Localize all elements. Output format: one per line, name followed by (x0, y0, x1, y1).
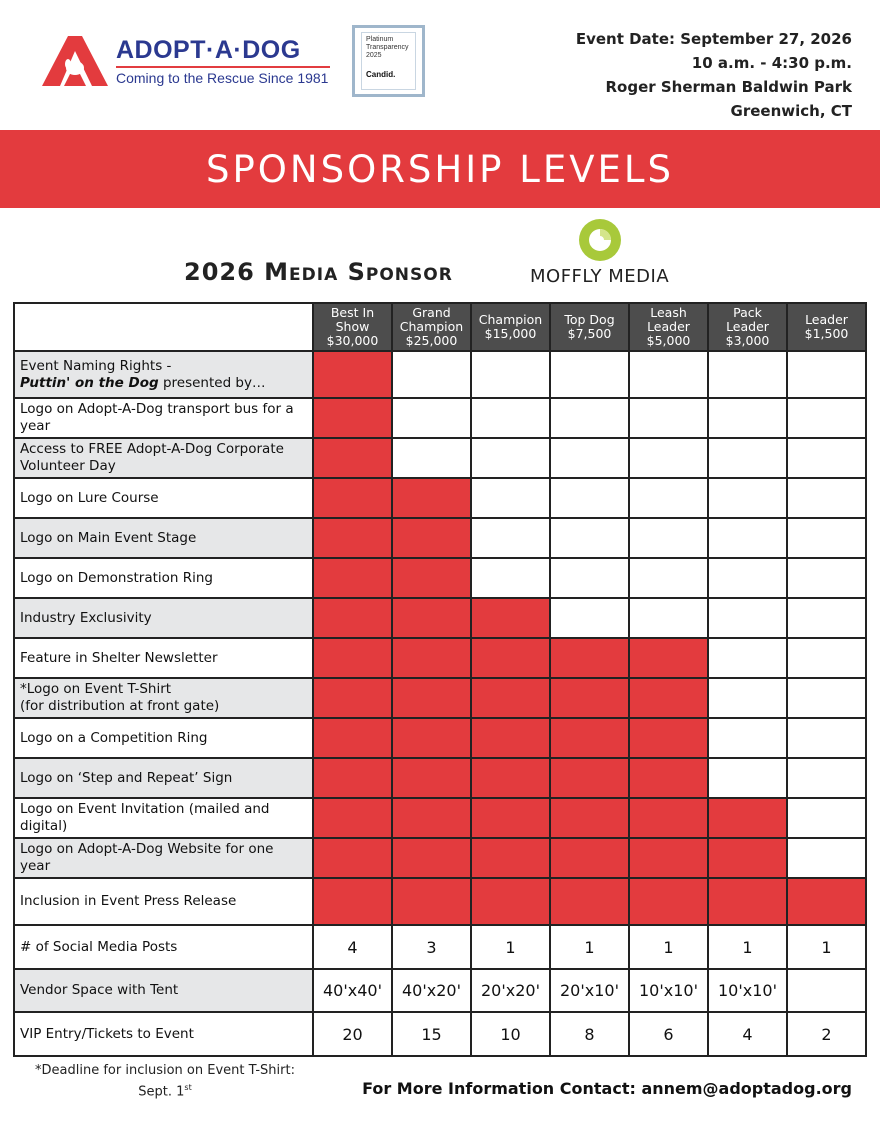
included-cell (313, 518, 392, 558)
benefit-label (14, 758, 313, 798)
included-cell (313, 798, 392, 838)
included-cell (550, 838, 629, 878)
benefit-text-line2: (for distribution at front gate) (20, 698, 220, 714)
value-cell: 3 (392, 925, 471, 969)
included-cell (392, 518, 471, 558)
event-info (576, 27, 852, 123)
benefit-row (14, 598, 866, 638)
included-cell (471, 798, 550, 838)
included-cell (629, 758, 708, 798)
value-cell: 4 (708, 1012, 787, 1056)
not-included-cell (787, 678, 866, 718)
level-name: Leader (805, 312, 848, 327)
included-cell (629, 878, 708, 925)
value-label: Vendor Space with Tent (14, 969, 313, 1012)
value-cell: 6 (629, 1012, 708, 1056)
level-name: Top Dog (564, 312, 615, 327)
included-cell (550, 638, 629, 678)
benefit-label (14, 518, 313, 558)
benefit-text: Industry Exclusivity (20, 609, 152, 626)
footnote-text: *Deadline for inclusion on Event T-Shirt: Sept. 1 (35, 1063, 295, 1100)
tshirt-deadline-footnote (20, 1062, 310, 1100)
benefit-text: Logo on Lure Course (20, 489, 159, 506)
benefit-label (14, 558, 313, 598)
included-cell (392, 758, 471, 798)
value-cell: 4 (313, 925, 392, 969)
logo-title: ADOPT·A·DOG (116, 36, 301, 64)
benefit-row (14, 638, 866, 678)
included-cell (313, 838, 392, 878)
benefit-row (14, 718, 866, 758)
page-header (0, 0, 880, 130)
levels-header-row (14, 303, 866, 351)
included-cell (392, 878, 471, 925)
value-label: VIP Entry/Tickets to Event (14, 1012, 313, 1056)
included-cell (313, 598, 392, 638)
not-included-cell (708, 478, 787, 518)
level-header (392, 303, 471, 351)
not-included-cell (629, 558, 708, 598)
benefit-text: Inclusion in Event Press Release (20, 893, 237, 909)
included-cell (392, 718, 471, 758)
benefit-row (14, 878, 866, 925)
included-cell (392, 478, 471, 518)
not-included-cell (787, 718, 866, 758)
included-cell (550, 758, 629, 798)
value-cell: 10'x10' (708, 969, 787, 1012)
value-label: # of Social Media Posts (14, 925, 313, 969)
not-included-cell (550, 438, 629, 478)
not-included-cell (471, 398, 550, 438)
benefit-text: Logo on ‘Step and Repeat’ Sign (20, 769, 233, 786)
value-cell (787, 969, 866, 1012)
benefit-row (14, 351, 866, 398)
value-cell: 1 (471, 925, 550, 969)
included-cell (313, 638, 392, 678)
adopt-a-dog-logo (38, 34, 338, 90)
included-cell (550, 798, 629, 838)
benefit-label (14, 798, 313, 838)
not-included-cell (708, 638, 787, 678)
included-cell (550, 878, 629, 925)
included-cell (708, 838, 787, 878)
included-cell (313, 351, 392, 398)
value-cell: 20'x20' (471, 969, 550, 1012)
included-cell (708, 798, 787, 838)
level-header (708, 303, 787, 351)
benefit-text: Logo on Adopt-A-Dog transport bus for a year (20, 401, 294, 434)
level-price: $15,000 (484, 326, 537, 341)
badge-name: Candid. (366, 70, 396, 79)
level-price: $25,000 (405, 333, 458, 348)
benefit-label (14, 598, 313, 638)
level-price: $3,000 (725, 333, 770, 348)
included-cell (629, 638, 708, 678)
not-included-cell (787, 638, 866, 678)
benefit-row (14, 678, 866, 718)
event-time: 10 a.m. - 4:30 p.m. (691, 54, 852, 72)
not-included-cell (550, 398, 629, 438)
not-included-cell (787, 798, 866, 838)
value-cell: 20'x10' (550, 969, 629, 1012)
included-cell (313, 558, 392, 598)
not-included-cell (471, 518, 550, 558)
level-header (787, 303, 866, 351)
not-included-cell (708, 558, 787, 598)
benefit-row (14, 558, 866, 598)
not-included-cell (629, 478, 708, 518)
benefit-text-line2 (20, 375, 307, 392)
benefit-text: Logo on Main Event Stage (20, 529, 197, 546)
contact-info: For More Information Contact: annem@adoptadog.org (362, 1079, 852, 1098)
value-cell: 1 (787, 925, 866, 969)
level-header (313, 303, 392, 351)
not-included-cell (708, 351, 787, 398)
level-header (471, 303, 550, 351)
benefit-text: Logo on Event Invitation (mailed and digital) (20, 801, 270, 834)
not-included-cell (787, 838, 866, 878)
level-name: Pack Leader (726, 305, 769, 334)
media-sponsor-name: MOFFLY MEDIA (530, 266, 670, 287)
value-cell: 20 (313, 1012, 392, 1056)
sponsorship-table (13, 302, 867, 1057)
dog-a-logo-icon (38, 34, 110, 88)
not-included-cell (392, 398, 471, 438)
not-included-cell (629, 398, 708, 438)
not-included-cell (708, 398, 787, 438)
level-price: $5,000 (646, 333, 691, 348)
level-header (629, 303, 708, 351)
benefit-label (14, 438, 313, 478)
moffly-media-logo (530, 218, 675, 290)
level-price: $30,000 (326, 333, 379, 348)
footnote-suffix: st (184, 1083, 192, 1092)
not-included-cell (708, 518, 787, 558)
benefit-text: Access to FREE Adopt-A-Dog Corporate Volunteer Day (20, 441, 284, 474)
not-included-cell (708, 678, 787, 718)
value-row (14, 925, 866, 969)
value-cell: 2 (787, 1012, 866, 1056)
values-body (14, 925, 866, 1056)
not-included-cell (392, 438, 471, 478)
value-row (14, 969, 866, 1012)
included-cell (787, 878, 866, 925)
level-header (550, 303, 629, 351)
not-included-cell (550, 558, 629, 598)
level-name: Leash Leader (647, 305, 690, 334)
candid-transparency-badge (352, 25, 425, 97)
included-cell (471, 718, 550, 758)
benefit-row (14, 398, 866, 438)
benefit-label (14, 478, 313, 518)
included-cell (471, 598, 550, 638)
not-included-cell (708, 438, 787, 478)
benefit-row (14, 758, 866, 798)
included-cell (392, 638, 471, 678)
benefit-text: Logo on Adopt-A-Dog Website for one year (20, 841, 274, 874)
included-cell (629, 718, 708, 758)
benefit-label (14, 351, 313, 398)
value-cell: 15 (392, 1012, 471, 1056)
not-included-cell (629, 518, 708, 558)
badge-line-1: Platinum (366, 36, 394, 43)
included-cell (708, 878, 787, 925)
value-cell: 8 (550, 1012, 629, 1056)
moffly-swirl-icon (578, 218, 622, 262)
not-included-cell (471, 478, 550, 518)
benefits-body (14, 351, 866, 925)
not-included-cell (471, 558, 550, 598)
included-cell (471, 838, 550, 878)
not-included-cell (471, 351, 550, 398)
event-name-emphasis: Puttin' on the Dog (20, 374, 159, 391)
value-cell: 1 (629, 925, 708, 969)
benefit-row (14, 518, 866, 558)
not-included-cell (550, 478, 629, 518)
benefit-row (14, 838, 866, 878)
included-cell (313, 478, 392, 518)
included-cell (471, 878, 550, 925)
not-included-cell (787, 518, 866, 558)
not-included-cell (787, 438, 866, 478)
benefit-label (14, 638, 313, 678)
included-cell (471, 678, 550, 718)
benefit-text: Logo on Demonstration Ring (20, 569, 213, 586)
not-included-cell (787, 478, 866, 518)
not-included-cell (550, 351, 629, 398)
not-included-cell (708, 598, 787, 638)
included-cell (392, 798, 471, 838)
level-price: $1,500 (804, 326, 849, 341)
included-cell (629, 678, 708, 718)
value-cell: 1 (708, 925, 787, 969)
title-banner (0, 130, 880, 208)
media-sponsor-label: 2026 Media Sponsor (184, 258, 453, 286)
benefit-text: Logo on a Competition Ring (20, 729, 208, 746)
value-cell: 1 (550, 925, 629, 969)
value-cell: 10'x10' (629, 969, 708, 1012)
event-city: Greenwich, CT (730, 102, 852, 120)
not-included-cell (550, 518, 629, 558)
not-included-cell (629, 351, 708, 398)
not-included-cell (787, 558, 866, 598)
level-name: Champion (478, 312, 543, 327)
included-cell (550, 678, 629, 718)
value-cell: 40'x40' (313, 969, 392, 1012)
not-included-cell (629, 438, 708, 478)
not-included-cell (787, 758, 866, 798)
included-cell (471, 758, 550, 798)
included-cell (313, 718, 392, 758)
benefit-label (14, 678, 313, 718)
included-cell (629, 798, 708, 838)
benefit-text: Feature in Shelter Newsletter (20, 649, 218, 666)
included-cell (313, 678, 392, 718)
not-included-cell (629, 598, 708, 638)
included-cell (550, 718, 629, 758)
benefit-row (14, 478, 866, 518)
level-name: Grand Champion (399, 305, 464, 334)
benefit-label (14, 718, 313, 758)
benefit-text: *Logo on Event T-Shirt (20, 681, 172, 697)
table-corner (14, 303, 313, 351)
not-included-cell (787, 351, 866, 398)
included-cell (313, 878, 392, 925)
included-cell (471, 638, 550, 678)
included-cell (392, 838, 471, 878)
not-included-cell (708, 718, 787, 758)
event-venue: Roger Sherman Baldwin Park (605, 78, 852, 96)
level-name: Best In Show (330, 305, 375, 334)
value-row (14, 1012, 866, 1056)
value-cell: 10 (471, 1012, 550, 1056)
logo-divider (116, 66, 330, 68)
included-cell (313, 398, 392, 438)
not-included-cell (787, 398, 866, 438)
not-included-cell (392, 351, 471, 398)
logo-tagline: Coming to the Rescue Since 1981 (116, 70, 329, 86)
not-included-cell (787, 598, 866, 638)
benefit-row (14, 798, 866, 838)
event-date: Event Date: September 27, 2026 (575, 30, 852, 48)
page-title: SPONSORSHIP LEVELS (206, 147, 674, 191)
included-cell (313, 758, 392, 798)
included-cell (392, 558, 471, 598)
benefit-label (14, 838, 313, 878)
badge-year: 2025 (366, 52, 382, 59)
benefit-row (14, 438, 866, 478)
badge-line-2: Transparency (366, 44, 409, 51)
included-cell (313, 438, 392, 478)
not-included-cell (471, 438, 550, 478)
not-included-cell (550, 598, 629, 638)
benefit-text-rest: presented by… (158, 374, 266, 391)
included-cell (392, 678, 471, 718)
not-included-cell (708, 758, 787, 798)
value-cell: 40'x20' (392, 969, 471, 1012)
included-cell (392, 598, 471, 638)
level-price: $7,500 (567, 326, 612, 341)
benefit-label (14, 878, 313, 925)
benefit-text: Event Naming Rights - (20, 357, 172, 374)
benefit-label (14, 398, 313, 438)
included-cell (629, 838, 708, 878)
